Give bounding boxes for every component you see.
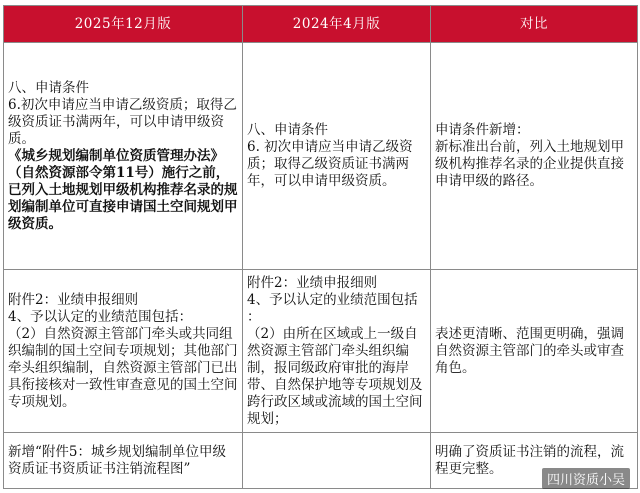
cell-2025-application-conditions xyxy=(4,43,243,270)
cell-line: 新增“附件5：城乡规划编制单位甲级资质证书资质证书注销流程图” xyxy=(8,443,226,477)
cell-line: 新标准出台前，列入土地规划甲级机构推荐名录的企业提供直接申请甲级的路径。 xyxy=(435,139,624,189)
cell-2025-performance-rules xyxy=(4,270,243,433)
header-2024-version: 2024年4月版 xyxy=(243,6,431,43)
cell-line: 6. 初次申请应当申请乙级资质；取得乙级资质证书满两年，可以申请甲级资质。 xyxy=(247,139,413,189)
cell-line: 6.初次申请应当申请乙级资质；取得乙级资质证书满两年，可以申请甲级资质。 xyxy=(8,96,237,147)
cell-comparison-performance-rules xyxy=(431,270,638,433)
cell-2024-application-conditions xyxy=(243,43,431,270)
cell-line: 4、予以认定的业绩范围包括： xyxy=(8,308,193,325)
table-row xyxy=(4,43,638,270)
cell-comparison-application-conditions xyxy=(431,43,638,270)
cell-line: 八、申请条件 xyxy=(247,122,328,138)
author-watermark: 四川资质小吴 xyxy=(542,468,630,489)
header-row xyxy=(4,6,638,43)
cell-line: 申请条件新增： xyxy=(435,122,530,138)
cell-line-bold: 《城乡规划编制单位资质管理办法》（自然资源部令第11号）施行之前，已列入土地规划甲级机构推荐名录的规划编制单位可直接申请国土空间规划甲级资质。 xyxy=(8,147,238,232)
cell-line: （2）自然资源主管部门牵头或共同组织编制的国土空间专项规划；其他部门牵头组织编制，自然资源主管部门已出具衔接核对一致性审查意见的国土空间专项规划。 xyxy=(8,325,238,410)
comparison-table xyxy=(3,5,638,489)
cell-line: （2）由所在区域或上一级自然资源主管部门牵头组织编制，报同级政府审批的海岸带、自然保护地等专项规划及跨行政区域或流域的国土空间规划； xyxy=(247,325,423,427)
cell-2024-performance-rules xyxy=(243,270,431,433)
header-2025-version: 2025年12月版 xyxy=(4,6,243,43)
table-row xyxy=(4,270,638,433)
cell-line: 八、申请条件 xyxy=(8,79,89,96)
cell-line: 附件2：业绩申报细则 xyxy=(247,274,378,291)
cell-2025-new-attachment xyxy=(4,433,243,489)
cell-line: 4、予以认定的业绩范围包括 ： xyxy=(247,291,418,325)
cell-line: 表述更清晰、范围更明确，强调自然资源主管部门的牵头或审查角色。 xyxy=(435,325,624,376)
cell-line: 附件2：业绩申报细则 xyxy=(8,291,139,308)
cell-line: 明确了资质证书注销的流程，流程更完整。 xyxy=(435,443,624,477)
header-comparison: 对比 xyxy=(431,6,638,43)
cell-2024-empty xyxy=(243,433,431,489)
